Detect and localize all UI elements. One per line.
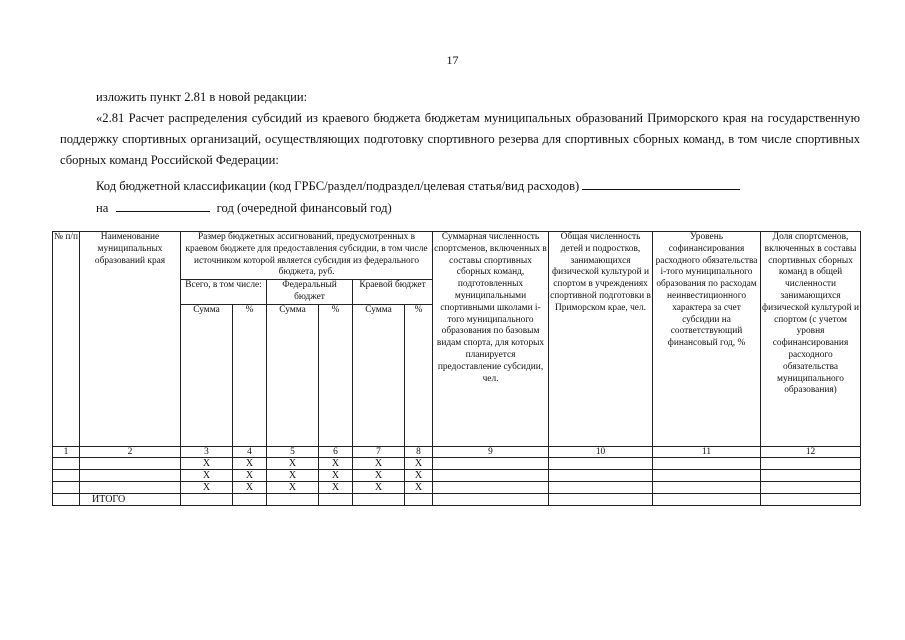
table-cell — [267, 493, 319, 505]
header-federal: Федеральный бюджет — [267, 280, 353, 305]
column-number: 1 — [53, 446, 80, 457]
budget-code-blank — [582, 175, 740, 190]
x-mark: X — [405, 457, 433, 469]
budget-code-line — [96, 175, 740, 197]
table-cell — [433, 457, 549, 469]
table-row — [53, 469, 861, 481]
header-regional: Краевой бюджет — [353, 280, 433, 305]
header-cofinancing-level: Уровень софинансирования расходного обязательства i-того муниципального образования по расходам неинвестиционного характера за счет субсидии на соответствующий финансовый год, % — [653, 232, 761, 447]
column-number: 10 — [549, 446, 653, 457]
table-cell — [653, 493, 761, 505]
x-mark: X — [267, 457, 319, 469]
table-cell — [53, 457, 80, 469]
x-mark: X — [319, 457, 353, 469]
x-mark: X — [353, 481, 405, 493]
x-mark: X — [319, 481, 353, 493]
table-row — [53, 481, 861, 493]
total-label: ИТОГО — [80, 493, 181, 505]
header-pct: % — [319, 304, 353, 446]
x-mark: X — [181, 469, 233, 481]
header-pct: % — [233, 304, 267, 446]
header-municipality: Наименование муниципальных образований края — [80, 232, 181, 447]
year-suffix: год (очередной финансовый год) — [216, 201, 392, 215]
table-cell — [53, 493, 80, 505]
table-cell — [653, 481, 761, 493]
header-budget-allocation: Размер бюджетных ассигнований, предусмотренных в краевом бюджете для предоставления субсидии, в том числе источником которой является субсидия из федерального бюджета, руб. — [181, 232, 433, 280]
table-cell — [433, 481, 549, 493]
table-cell — [233, 493, 267, 505]
x-mark: X — [267, 469, 319, 481]
table-cell — [353, 493, 405, 505]
header-athletes-count: Суммарная численность спортсменов, включенных в составы спортивных сборных команд, подготовленных муниципальными спортивными школами i-того муниципального образования по базовым видам спорта, для которых планируется предоставление субсидии, чел. — [433, 232, 549, 447]
table-cell — [433, 493, 549, 505]
table-row — [53, 457, 861, 469]
header-sum: Сумма — [353, 304, 405, 446]
column-number: 4 — [233, 446, 267, 457]
column-number: 12 — [761, 446, 861, 457]
header-children-count: Общая численность детей и подростков, занимающихся физической культурой и спортом в учреждениях спортивной подготовки в Приморском крае, чел. — [549, 232, 653, 447]
table-cell — [319, 493, 353, 505]
year-blank — [116, 197, 210, 212]
header-no: № п/п — [53, 232, 80, 447]
table-cell — [433, 469, 549, 481]
column-number: 7 — [353, 446, 405, 457]
column-number: 11 — [653, 446, 761, 457]
header-pct: % — [405, 304, 433, 446]
table-cell — [549, 469, 653, 481]
header-total: Всего, в том числе: — [181, 280, 267, 305]
header-sum: Сумма — [267, 304, 319, 446]
table-cell — [549, 457, 653, 469]
x-mark: X — [233, 481, 267, 493]
x-mark: X — [353, 457, 405, 469]
table-cell — [181, 493, 233, 505]
column-number: 3 — [181, 446, 233, 457]
column-number: 2 — [80, 446, 181, 457]
year-line — [96, 197, 392, 219]
table-cell — [80, 457, 181, 469]
table-cell — [549, 493, 653, 505]
intro-text: изложить пункт 2.81 в новой редакции: — [96, 90, 308, 104]
table-cell — [761, 469, 861, 481]
x-mark: X — [405, 481, 433, 493]
x-mark: X — [233, 457, 267, 469]
table-cell — [405, 493, 433, 505]
budget-code-label: Код бюджетной классификации (код ГРБС/раздел/подраздел/целевая статья/вид расходов) — [96, 179, 580, 193]
column-number: 8 — [405, 446, 433, 457]
table-cell — [549, 481, 653, 493]
x-mark: X — [233, 469, 267, 481]
column-number: 6 — [319, 446, 353, 457]
table-cell — [80, 469, 181, 481]
header-athletes-share: Доля спортсменов, включенных в составы спортивных сборных команд в общей численности занимающихся физической культурой и спортом (с учетом уровня софинансирования расходного обязательства муниципального образования) — [761, 232, 861, 447]
x-mark: X — [405, 469, 433, 481]
table-cell — [761, 493, 861, 505]
table-cell — [53, 481, 80, 493]
x-mark: X — [181, 481, 233, 493]
x-mark: X — [267, 481, 319, 493]
x-mark: X — [319, 469, 353, 481]
column-number: 9 — [433, 446, 549, 457]
title-paragraph: «2.81 Расчет распределения субсидий из краевого бюджета бюджетам муниципальных образований Приморского края на государственную поддержку спортивных организаций, осуществляющих подготовку спортивного резерва для спортивных сборных команд, в том числе спортивных сборных команд Российской Федерации: — [60, 111, 860, 167]
column-number: 5 — [267, 446, 319, 457]
table-cell — [761, 481, 861, 493]
x-mark: X — [181, 457, 233, 469]
year-prefix: на — [96, 201, 109, 215]
header-sum: Сумма — [181, 304, 233, 446]
column-numbers-row — [53, 446, 861, 457]
page-number: 17 — [446, 53, 459, 67]
total-row — [53, 493, 861, 505]
table-cell — [761, 457, 861, 469]
table-cell — [653, 457, 761, 469]
header-row-1 — [53, 232, 861, 280]
x-mark: X — [353, 469, 405, 481]
table-cell — [653, 469, 761, 481]
table-cell — [53, 469, 80, 481]
table-cell — [80, 481, 181, 493]
subsidy-table — [52, 231, 861, 506]
